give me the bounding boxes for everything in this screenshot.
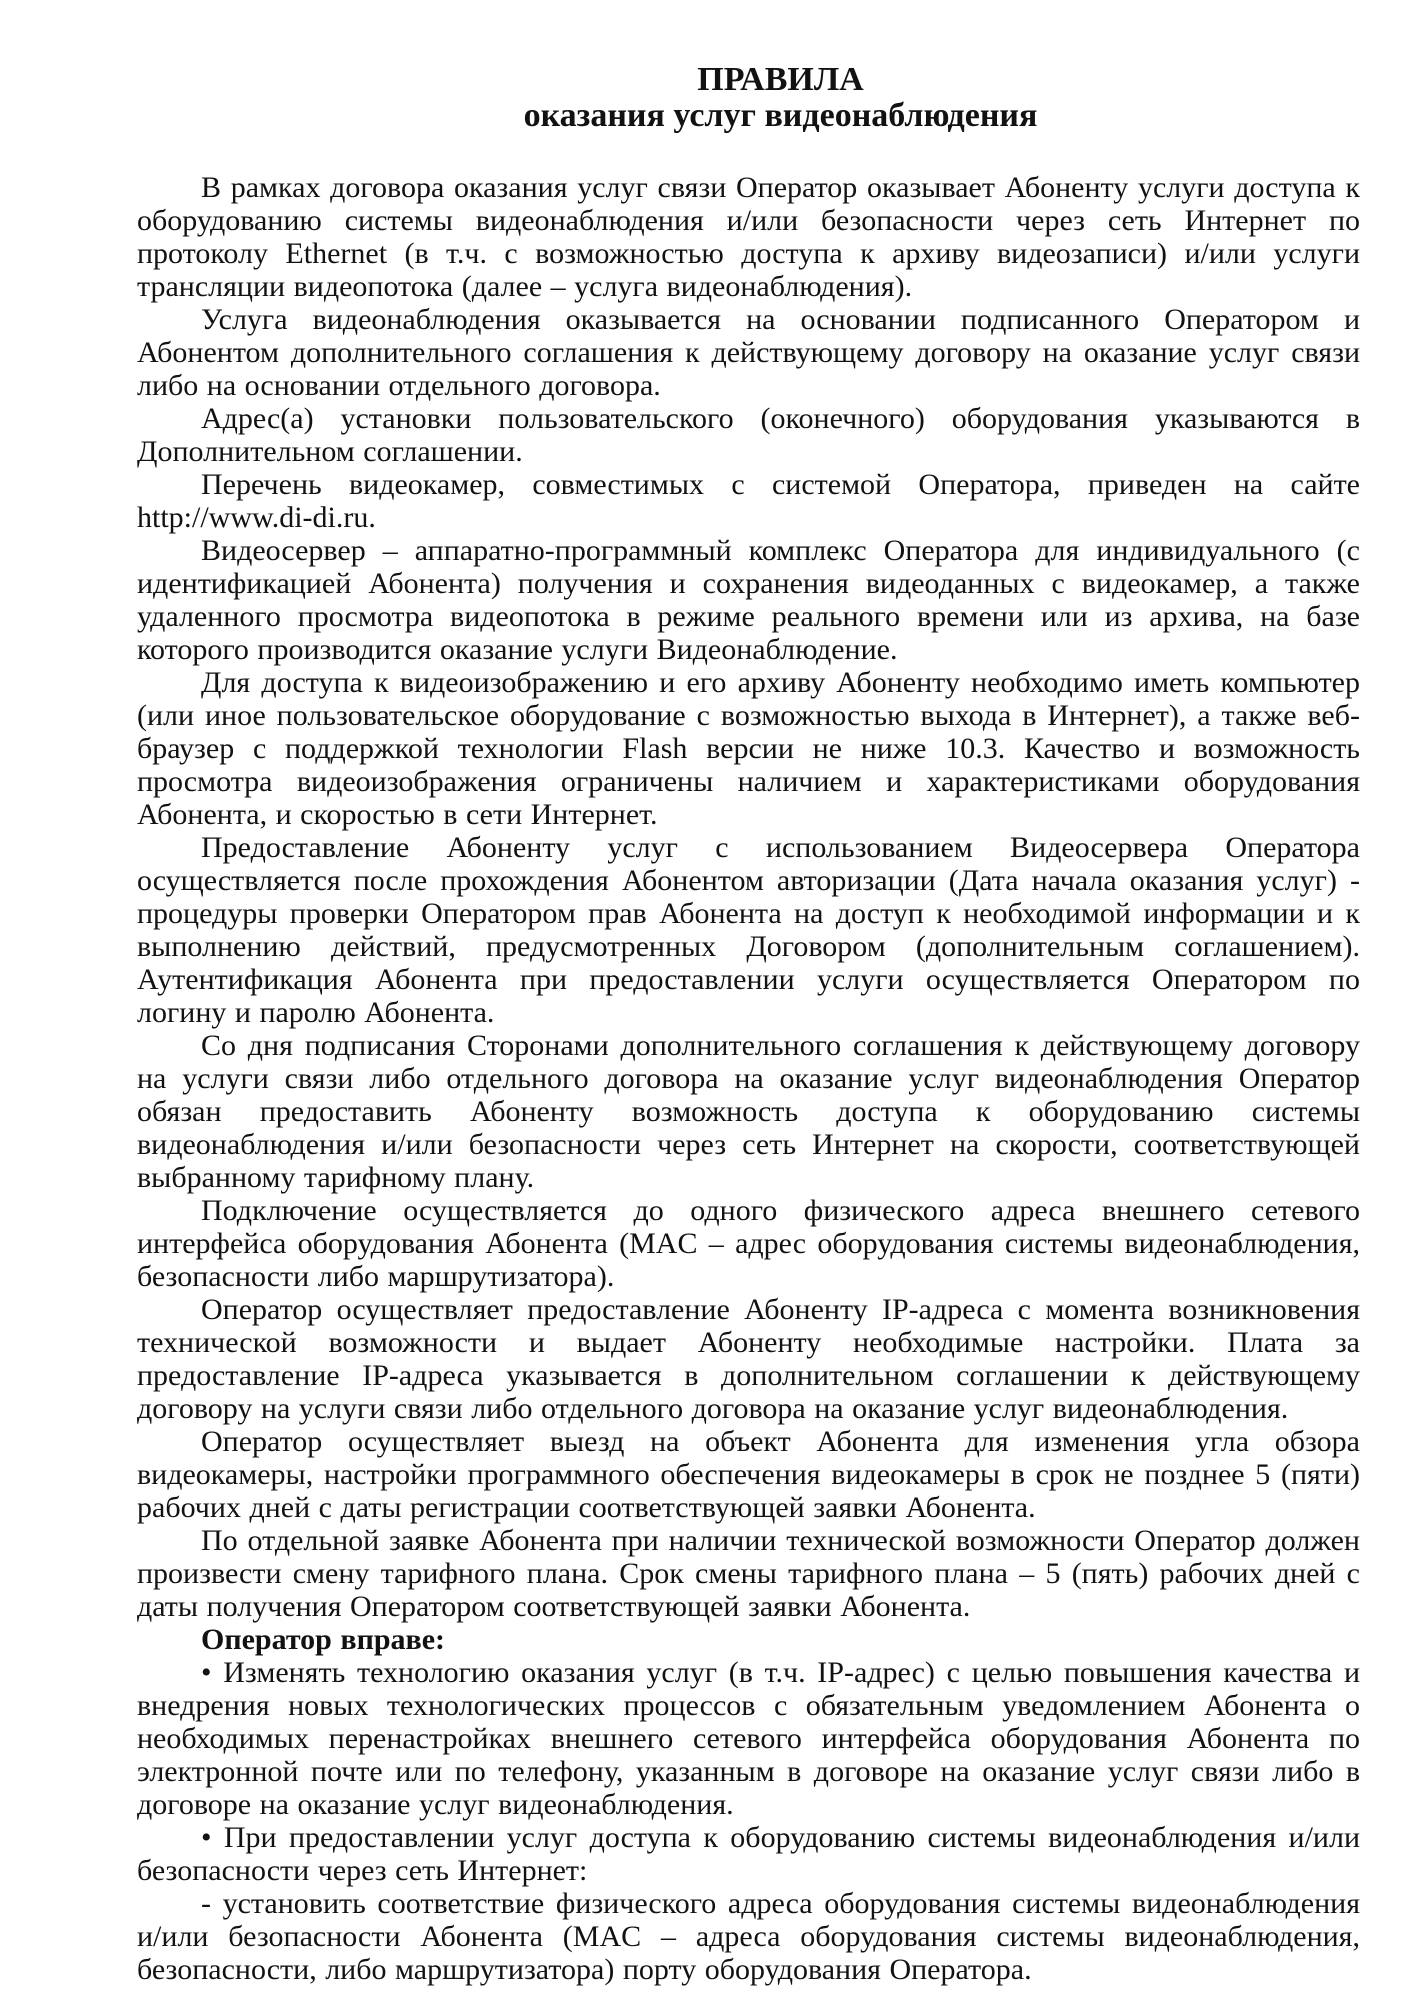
bullet-item: • При предоставлении услуг доступа к оборудованию системы видеонаблюдения и/или безопасности через сеть Интернет: [137, 1821, 1360, 1887]
document-subtitle: оказания услуг видеонаблюдения [523, 97, 1038, 134]
paragraph: Видеосервер – аппаратно-программный комплекс Оператора для индивидуального (с идентификацией Абонента) получения и сохранения видеоданных с видеокамер, а также удаленного просмотра видеопотока в режиме реального времени или из архива, на базе которого производится оказание услуги Видеонаблюдение. [137, 534, 1360, 666]
paragraph: Подключение осуществляется до одного физического адреса внешнего сетевого интерфейса оборудования Абонента (MAC – адрес оборудования системы видеонаблюдения, безопасности либо маршрутизатора). [137, 1194, 1360, 1293]
paragraph: В рамках договора оказания услуг связи Оператор оказывает Абоненту услуги доступа к оборудованию системы видеонаблюдения и/или безопасности через сеть Интернет по протоколу Ethernet (в т.ч. с возможностью доступа к архиву видеозаписи) и/или услуги трансляции видеопотока (далее – услуга видеонаблюдения). [137, 171, 1360, 303]
document-body [137, 171, 1360, 1986]
paragraph: Адрес(а) установки пользовательского (оконечного) оборудования указываются в Дополнительном соглашении. [137, 402, 1360, 468]
paragraph: Оператор осуществляет предоставление Абоненту IP-адреса с момента возникновения технической возможности и выдает Абоненту необходимые настройки. Плата за предоставление IP-адреса указывается в дополнительном соглашении к действующему договору на услуги связи либо отдельного договора на оказание услуг видеонаблюдения. [137, 1293, 1360, 1425]
bullet-item: • Изменять технологию оказания услуг (в т.ч. IP-адрес) с целью повышения качества и внедрения новых технологических процессов с обязательным уведомлением Абонента о необходимых перенастройках внешнего сетевого интерфейса оборудования Абонента по электронной почте или по телефону, указанным в договоре на оказание услуг связи либо в договоре на оказание услуг видеонаблюдения. [137, 1656, 1360, 1821]
paragraph: Услуга видеонаблюдения оказывается на основании подписанного Оператором и Абонентом дополнительного соглашения к действующему договору на оказание услуг связи либо на основании отдельного договора. [137, 303, 1360, 402]
document-title: ПРАВИЛА [697, 61, 864, 98]
paragraph: Перечень видеокамер, совместимых с системой Оператора, приведен на сайте http://www.di-di.ru. [137, 468, 1360, 534]
paragraph: Предоставление Абоненту услуг с использованием Видеосервера Оператора осуществляется после прохождения Абонентом авторизации (Дата начала оказания услуг) - процедуры проверки Оператором прав Абонента на доступ к необходимой информации и к выполнению действий, предусмотренных Договором (дополнительным соглашением). Аутентификация Абонента при предоставлении услуги осуществляется Оператором по логину и паролю Абонента. [137, 831, 1360, 1029]
section-heading: Оператор вправе: [201, 1623, 446, 1656]
paragraph: По отдельной заявке Абонента при наличии технической возможности Оператор должен произвести смену тарифного плана. Срок смены тарифного плана – 5 (пять) рабочих дней с даты получения Оператором соответствующей заявки Абонента. [137, 1524, 1360, 1623]
paragraph: Для доступа к видеоизображению и его архиву Абоненту необходимо иметь компьютер (или иное пользовательское оборудование с возможностью выхода в Интернет), а также веб-браузер с поддержкой технологии Flash версии не ниже 10.3. Качество и возможность просмотра видеоизображения ограничены наличием и характеристиками оборудования Абонента, и скоростью в сети Интернет. [137, 666, 1360, 831]
paragraph: Со дня подписания Сторонами дополнительного соглашения к действующему договору на услуги связи либо отдельного договора на оказание услуг видеонаблюдения Оператор обязан предоставить Абоненту возможность доступа к оборудованию системы видеонаблюдения и/или безопасности через сеть Интернет на скорости, соответствующей выбранному тарифному плану. [137, 1029, 1360, 1194]
paragraph: Оператор осуществляет выезд на объект Абонента для изменения угла обзора видеокамеры, настройки программного обеспечения видеокамеры в срок не позднее 5 (пяти) рабочих дней с даты регистрации соответствующей заявки Абонента. [137, 1425, 1360, 1524]
paragraph: - установить соответствие физического адреса оборудования системы видеонаблюдения и/или безопасности Абонента (MAC – адреса оборудования системы видеонаблюдения, безопасности, либо маршрутизатора) порту оборудования Оператора. [137, 1887, 1360, 1986]
